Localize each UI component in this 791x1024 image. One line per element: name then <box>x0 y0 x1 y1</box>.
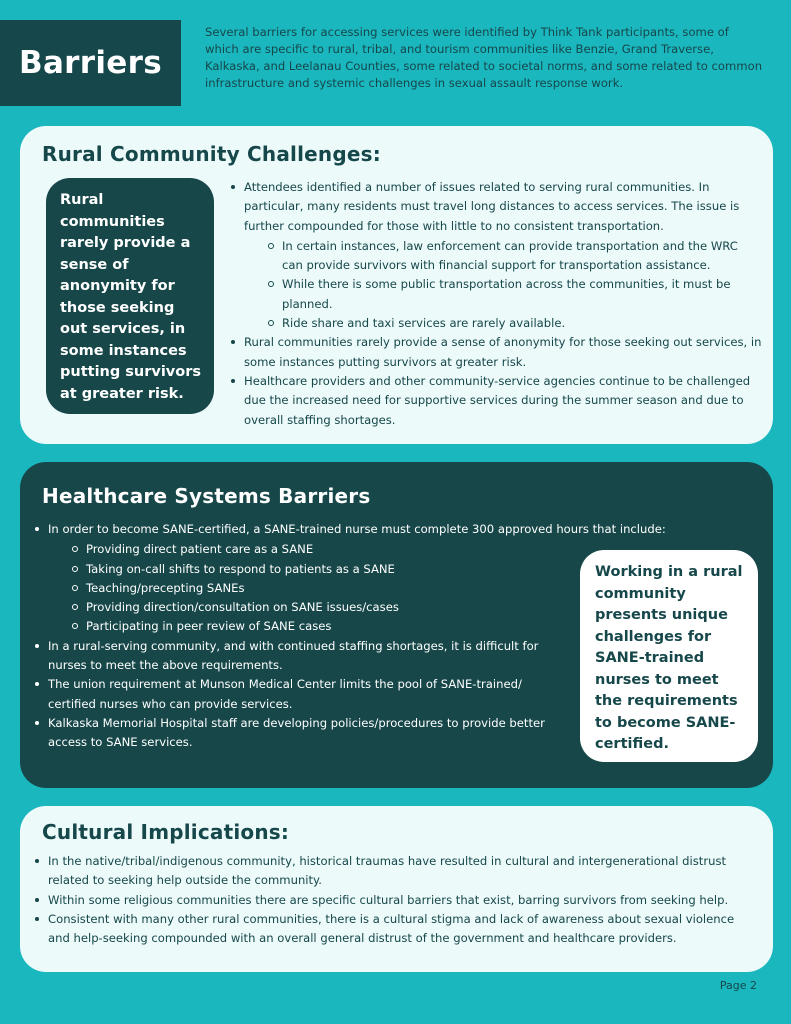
list-item: Healthcare providers and other community-service agencies continue to be challenged due the increased need for supportive services during the summer season and due to overall staffing shortages. <box>228 372 762 430</box>
list-item: Consistent with many other rural communities, there is a cultural stigma and lack of awareness about sexual violence and help-seeking compounded with an overall general distrust of the government and healthcare providers. <box>32 910 754 949</box>
cultural-implications-card <box>20 806 773 972</box>
list-item: While there is some public transportation across the communities, it must be planned. <box>244 275 762 314</box>
intro-paragraph: Several barriers for accessing services were identified by Think Tank participants, some of which are specific to rural, tribal, and tourism communities like Benzie, Grand Traverse, Kalkaska, and Leelanau Counties, some related to societal norms, and some related to common infrastructure and systemic challenges in sexual assault response work. <box>205 25 763 90</box>
list-item: Kalkaska Memorial Hospital staff are developing policies/procedures to provide better access to SANE services. <box>32 714 552 753</box>
list-item: Attendees identified a number of issues related to serving rural communities. In particular, many residents must travel long distances to access services. The issue is further compounded for those with little to no consistent transportation. In certain instances, law enforcement can provide transportation and the WRC can provide survivors with financial support for transportation assistance. While there is some public transportation across the communities, it must be planned. Ride share and taxi services are rarely available. <box>228 178 762 333</box>
list-item: Taking on-call shifts to respond to patients as a SANE <box>48 560 702 579</box>
rural-heading: Rural Community Challenges: <box>42 142 381 166</box>
rural-callout: Rural communities rarely provide a sense of anonymity for those seeking out services, in some instances putting survivors at greater risk. <box>46 178 214 414</box>
page-title: Barriers <box>0 20 181 106</box>
healthcare-heading: Healthcare Systems Barriers <box>42 484 371 508</box>
cultural-bullet-list <box>32 852 754 948</box>
rural-challenges-card <box>20 126 773 444</box>
list-item: In certain instances, law enforcement can provide transportation and the WRC can provide survivors with financial support for transportation assistance. <box>244 237 762 276</box>
page-number: Page 2 <box>719 979 757 992</box>
list-item: Within some religious communities there are specific cultural barriers that exist, barring survivors from seeking help. <box>32 891 754 910</box>
healthcare-barriers-card <box>20 462 773 788</box>
list-item: In the native/tribal/indigenous community, historical traumas have resulted in cultural and intergenerational distrust related to seeking help outside the community. <box>32 852 754 891</box>
list-item: Ride share and taxi services are rarely available. <box>244 314 762 333</box>
list-item: In a rural-serving community, and with continued staffing shortages, it is difficult for nurses to meet the above requirements. <box>32 637 552 676</box>
list-item: Participating in peer review of SANE cases <box>48 617 702 636</box>
list-item: Providing direct patient care as a SANE <box>48 540 702 559</box>
cultural-heading: Cultural Implications: <box>42 820 290 844</box>
healthcare-callout: Working in a rural community presents unique challenges for SANE-trained nurses to meet the requirements to become SANE-certified. <box>580 550 758 762</box>
list-item: The union requirement at Munson Medical Center limits the pool of SANE-trained/ certified nurses who can provide services. <box>32 675 552 714</box>
list-item: Rural communities rarely provide a sense of anonymity for those seeking out services, in some instances putting survivors at greater risk. <box>228 333 762 372</box>
list-item: In order to become SANE-certified, a SANE-trained nurse must complete 300 approved hours that include: Providing direct patient care as a SANE Taking on-call shifts to respond to patients as a SANE Teaching/precepting SANEs Providing direction/consultation on SANE issues/cases Participating in peer review of SANE cases <box>32 520 702 637</box>
rural-bullet-list <box>228 178 762 430</box>
list-item: Teaching/precepting SANEs <box>48 579 702 598</box>
list-item: Providing direction/consultation on SANE issues/cases <box>48 598 702 617</box>
